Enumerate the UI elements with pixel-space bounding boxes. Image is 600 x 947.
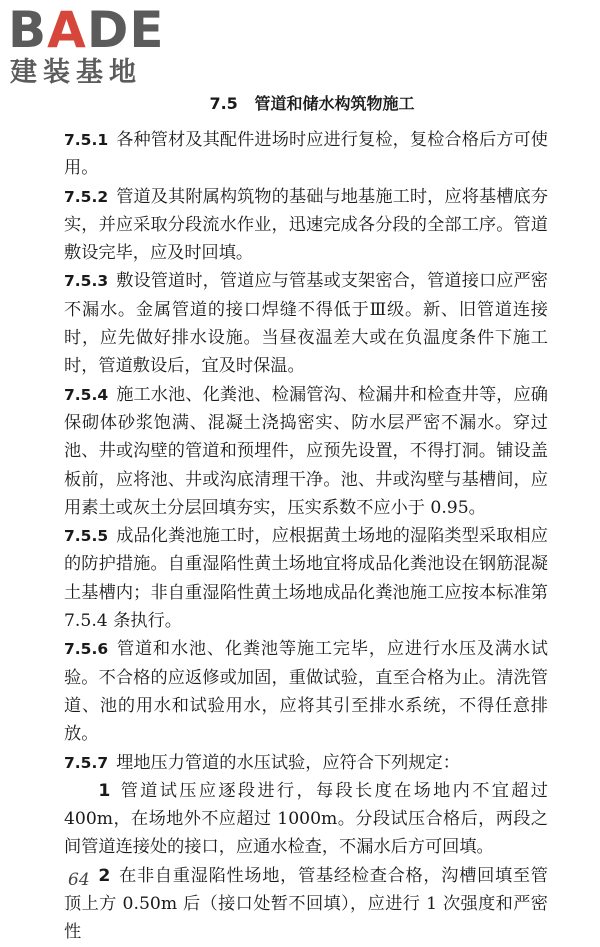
item-number: 2 — [98, 865, 111, 886]
clause-text: 施工水池、化粪池、检漏管沟、检漏井和检查井等，应确保砌体砂浆饱满、混凝土浇捣密实、防水层严密不漏水。穿过池、井或沟壁的管道和预埋件，应预先设置，不得打洞。铺设盖板前，应将池、井或沟底清理干净。池、井或沟壁与基槽间，应用素土或灰土分层回填夯实，压实系数不应小于 0.95。 — [64, 384, 548, 518]
clause-number: 7.5.2 — [64, 187, 109, 206]
logo-letters-de: DE — [86, 1, 165, 59]
list-item-2 — [64, 862, 548, 947]
clause-number: 7.5.3 — [64, 272, 109, 291]
clause-7-5-4 — [64, 381, 548, 522]
clause-7-5-5 — [64, 522, 548, 635]
clause-7-5-1 — [64, 126, 548, 183]
clause-7-5-2 — [64, 183, 548, 268]
clause-number: 7.5.1 — [64, 131, 109, 149]
document-body — [64, 126, 548, 947]
clause-number: 7.5.7 — [64, 753, 109, 772]
brand-logo — [8, 1, 178, 96]
item-text: 管道试压应逐段进行，每段长度在场地内不宜超过 400m，在场地外不应超过 1000m。分段试压合格后，两段之间管道连接处的接口，应通水检查，不漏水后方可回填。 — [64, 780, 548, 858]
section-title-text: 管道和储水构筑物施工 — [254, 94, 415, 113]
logo-subtitle: 建装基地 — [10, 57, 142, 88]
clause-text: 管道和水池、化粪池等施工完毕，应进行水压及满水试验。不合格的应返修或加固，重做试验，直至合格为止。清洗管道、池的用水和试验用水，应将其引至排水系统，不得任意排放。 — [64, 639, 548, 745]
logo-wordmark — [8, 1, 165, 59]
item-text: 在非自重湿陷性场地，管基经检查合格，沟槽回填至管顶上方 0.50m 后（接口处暂不回填），应进行 1 次强度和严密性 — [64, 865, 548, 943]
section-title — [0, 92, 600, 116]
clause-text: 敷设管道时，管道应与管基或支架密合，管道接口应严密不漏水。金属管道的接口焊缝不得低于Ⅲ级。新、旧管道连接时，应先做好排水设施。当昼夜温差大或在负温度条件下施工时，管道敷设后，宜及时保温。 — [64, 271, 548, 377]
clause-number: 7.5.6 — [64, 640, 109, 659]
clause-text: 埋地压力管道的水压试验，应符合下列规定： — [116, 752, 460, 773]
clause-text: 各种管材及其配件进场时应进行复检，复检合格后方可使用。 — [64, 130, 548, 179]
clause-text: 成品化粪池施工时，应根据黄土场地的湿陷类型采取相应的防护措施。自重湿陷性黄土场地宜将成品化粪池设在钢筋混凝土基槽内；非自重湿陷性黄土场地成品化粪池施工应按本标准第 7.5.4 条执行。 — [64, 526, 548, 632]
clause-7-5-6 — [64, 635, 548, 748]
clause-number: 7.5.5 — [64, 527, 109, 546]
clause-number: 7.5.4 — [64, 385, 109, 404]
page-number: 64 — [68, 870, 90, 890]
clause-7-5-7 — [64, 749, 548, 777]
section-number: 7.5 — [209, 94, 238, 113]
clause-7-5-3 — [64, 267, 548, 380]
logo-letter-b: B — [8, 1, 48, 59]
item-number: 1 — [98, 780, 111, 801]
list-item-1 — [64, 777, 548, 862]
logo-letter-a: A — [47, 1, 87, 59]
clause-text: 管道及其附属构筑物的基础与地基施工时，应将基槽底夯实，并应采取分段流水作业，迅速完成各分段的全部工序。管道敷设完毕，应及时回填。 — [64, 186, 548, 264]
